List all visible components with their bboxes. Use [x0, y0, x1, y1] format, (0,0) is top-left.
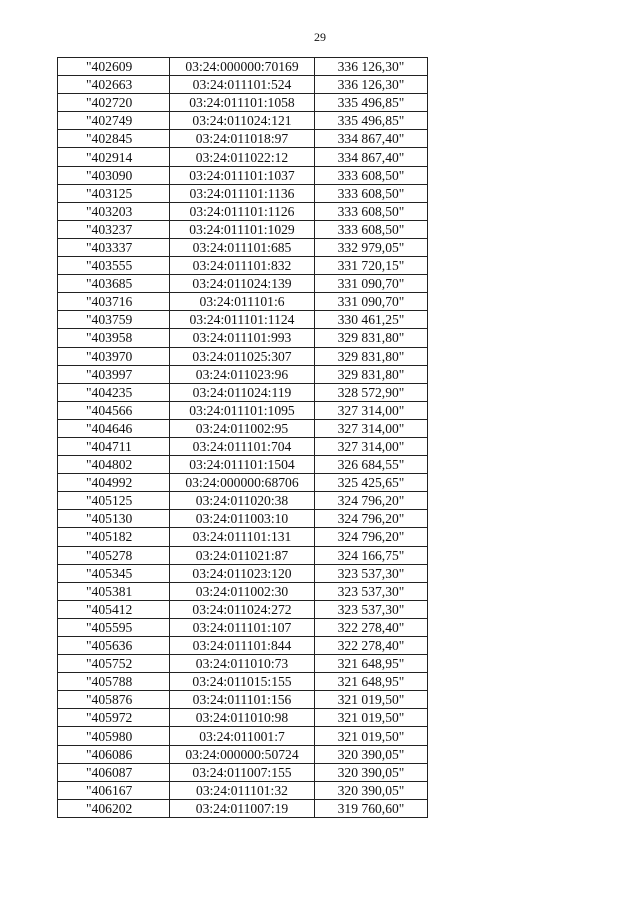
- price-cell: 321 019,50": [315, 727, 428, 745]
- object-code-cell: "402663: [58, 76, 170, 94]
- cadastral-number-cell: 03:24:011024:119: [170, 383, 315, 401]
- table-row: [58, 365, 428, 383]
- object-code-cell: "406202: [58, 799, 170, 817]
- table-row: [58, 492, 428, 510]
- table-row: [58, 437, 428, 455]
- cadastral-number-cell: 03:24:011101:1058: [170, 94, 315, 112]
- cadastral-number-cell: 03:24:011020:38: [170, 492, 315, 510]
- cadastral-number-cell: 03:24:011007:19: [170, 799, 315, 817]
- cadastral-number-cell: 03:24:011101:832: [170, 257, 315, 275]
- table-row: [58, 655, 428, 673]
- price-cell: 323 537,30": [315, 600, 428, 618]
- table-row: [58, 112, 428, 130]
- table-row: [58, 148, 428, 166]
- price-cell: 333 608,50": [315, 220, 428, 238]
- price-cell: 336 126,30": [315, 76, 428, 94]
- object-code-cell: "405980: [58, 727, 170, 745]
- price-cell: 324 796,20": [315, 492, 428, 510]
- cadastral-number-cell: 03:24:011101:1126: [170, 202, 315, 220]
- object-code-cell: "405876: [58, 691, 170, 709]
- cadastral-number-cell: 03:24:011007:155: [170, 763, 315, 781]
- cadastral-number-cell: 03:24:011101:131: [170, 528, 315, 546]
- object-code-cell: "402914: [58, 148, 170, 166]
- price-cell: 334 867,40": [315, 148, 428, 166]
- object-code-cell: "405130: [58, 510, 170, 528]
- object-code-cell: "405788: [58, 673, 170, 691]
- object-code-cell: "406167: [58, 781, 170, 799]
- cadastral-number-cell: 03:24:011101:704: [170, 437, 315, 455]
- table-row: [58, 510, 428, 528]
- cadastral-number-cell: 03:24:000000:70169: [170, 58, 315, 76]
- cadastral-number-cell: 03:24:011023:120: [170, 564, 315, 582]
- price-cell: 327 314,00": [315, 419, 428, 437]
- table-row: [58, 474, 428, 492]
- page-number: 29: [314, 30, 326, 44]
- table-row: [58, 311, 428, 329]
- object-code-cell: "405182: [58, 528, 170, 546]
- price-cell: 328 572,90": [315, 383, 428, 401]
- object-code-cell: "405412: [58, 600, 170, 618]
- price-cell: 331 090,70": [315, 275, 428, 293]
- table-row: [58, 94, 428, 112]
- price-table-container: [57, 57, 427, 818]
- table-row: [58, 130, 428, 148]
- cadastral-number-cell: 03:24:011101:685: [170, 238, 315, 256]
- price-cell: 333 608,50": [315, 166, 428, 184]
- cadastral-number-cell: 03:24:011101:1124: [170, 311, 315, 329]
- table-row: [58, 763, 428, 781]
- object-code-cell: "404235: [58, 383, 170, 401]
- price-cell: 335 496,85": [315, 112, 428, 130]
- object-code-cell: "403970: [58, 347, 170, 365]
- object-code-cell: "403237: [58, 220, 170, 238]
- object-code-cell: "402845: [58, 130, 170, 148]
- price-cell: 321 648,95": [315, 673, 428, 691]
- price-table-body: [58, 58, 428, 818]
- price-cell: 329 831,80": [315, 347, 428, 365]
- object-code-cell: "405381: [58, 582, 170, 600]
- object-code-cell: "402749: [58, 112, 170, 130]
- price-cell: 332 979,05": [315, 238, 428, 256]
- table-row: [58, 329, 428, 347]
- price-cell: 322 278,40": [315, 618, 428, 636]
- price-cell: 336 126,30": [315, 58, 428, 76]
- object-code-cell: "403716: [58, 293, 170, 311]
- price-cell: 330 461,25": [315, 311, 428, 329]
- cadastral-number-cell: 03:24:011018:97: [170, 130, 315, 148]
- price-cell: 327 314,00": [315, 437, 428, 455]
- price-cell: 325 425,65": [315, 474, 428, 492]
- object-code-cell: "403997: [58, 365, 170, 383]
- cadastral-number-cell: 03:24:011002:95: [170, 419, 315, 437]
- table-row: [58, 564, 428, 582]
- table-row: [58, 727, 428, 745]
- cadastral-number-cell: 03:24:011024:272: [170, 600, 315, 618]
- price-cell: 324 166,75": [315, 546, 428, 564]
- price-cell: 329 831,80": [315, 329, 428, 347]
- cadastral-number-cell: 03:24:011101:107: [170, 618, 315, 636]
- price-cell: 327 314,00": [315, 401, 428, 419]
- price-cell: 329 831,80": [315, 365, 428, 383]
- cadastral-number-cell: 03:24:011021:87: [170, 546, 315, 564]
- cadastral-number-cell: 03:24:011010:98: [170, 709, 315, 727]
- object-code-cell: "403125: [58, 184, 170, 202]
- table-row: [58, 76, 428, 94]
- cadastral-number-cell: 03:24:011002:30: [170, 582, 315, 600]
- object-code-cell: "403203: [58, 202, 170, 220]
- price-cell: 320 390,05": [315, 781, 428, 799]
- table-row: [58, 546, 428, 564]
- cadastral-number-cell: 03:24:011003:10: [170, 510, 315, 528]
- table-row: [58, 600, 428, 618]
- cadastral-number-cell: 03:24:011101:1095: [170, 401, 315, 419]
- price-cell: 321 648,95": [315, 655, 428, 673]
- cadastral-number-cell: 03:24:011025:307: [170, 347, 315, 365]
- cadastral-number-cell: 03:24:011024:121: [170, 112, 315, 130]
- price-cell: 324 796,20": [315, 528, 428, 546]
- price-cell: 321 019,50": [315, 709, 428, 727]
- object-code-cell: "404566: [58, 401, 170, 419]
- table-row: [58, 166, 428, 184]
- cadastral-number-cell: 03:24:011101:1136: [170, 184, 315, 202]
- table-row: [58, 781, 428, 799]
- table-row: [58, 401, 428, 419]
- cadastral-number-cell: 03:24:011101:1504: [170, 456, 315, 474]
- table-row: [58, 383, 428, 401]
- table-row: [58, 347, 428, 365]
- table-row: [58, 293, 428, 311]
- cadastral-number-cell: 03:24:011101:993: [170, 329, 315, 347]
- cadastral-number-cell: 03:24:000000:50724: [170, 745, 315, 763]
- table-row: [58, 58, 428, 76]
- table-row: [58, 618, 428, 636]
- price-cell: 321 019,50": [315, 691, 428, 709]
- object-code-cell: "403685: [58, 275, 170, 293]
- object-code-cell: "402720: [58, 94, 170, 112]
- cadastral-number-cell: 03:24:011101:32: [170, 781, 315, 799]
- table-row: [58, 419, 428, 437]
- object-code-cell: "406086: [58, 745, 170, 763]
- cadastral-number-cell: 03:24:011023:96: [170, 365, 315, 383]
- cadastral-number-cell: 03:24:011101:156: [170, 691, 315, 709]
- cadastral-number-cell: 03:24:011022:12: [170, 148, 315, 166]
- table-row: [58, 637, 428, 655]
- price-cell: 331 720,15": [315, 257, 428, 275]
- price-table: [57, 57, 428, 818]
- cadastral-number-cell: 03:24:000000:68706: [170, 474, 315, 492]
- table-row: [58, 582, 428, 600]
- price-cell: 322 278,40": [315, 637, 428, 655]
- object-code-cell: "405345: [58, 564, 170, 582]
- table-row: [58, 799, 428, 817]
- price-cell: 333 608,50": [315, 202, 428, 220]
- price-cell: 320 390,05": [315, 763, 428, 781]
- table-row: [58, 691, 428, 709]
- object-code-cell: "402609: [58, 58, 170, 76]
- table-row: [58, 709, 428, 727]
- cadastral-number-cell: 03:24:011010:73: [170, 655, 315, 673]
- cadastral-number-cell: 03:24:011015:155: [170, 673, 315, 691]
- cadastral-number-cell: 03:24:011101:844: [170, 637, 315, 655]
- object-code-cell: "405972: [58, 709, 170, 727]
- table-row: [58, 257, 428, 275]
- price-cell: 326 684,55": [315, 456, 428, 474]
- object-code-cell: "403090: [58, 166, 170, 184]
- price-cell: 323 537,30": [315, 582, 428, 600]
- cadastral-number-cell: 03:24:011024:139: [170, 275, 315, 293]
- price-cell: 323 537,30": [315, 564, 428, 582]
- object-code-cell: "404802: [58, 456, 170, 474]
- table-row: [58, 184, 428, 202]
- object-code-cell: "405595: [58, 618, 170, 636]
- object-code-cell: "403958: [58, 329, 170, 347]
- price-cell: 319 760,60": [315, 799, 428, 817]
- price-cell: 335 496,85": [315, 94, 428, 112]
- table-row: [58, 528, 428, 546]
- price-cell: 324 796,20": [315, 510, 428, 528]
- price-cell: 333 608,50": [315, 184, 428, 202]
- cadastral-number-cell: 03:24:011101:6: [170, 293, 315, 311]
- object-code-cell: "405125: [58, 492, 170, 510]
- table-row: [58, 275, 428, 293]
- table-row: [58, 238, 428, 256]
- object-code-cell: "403337: [58, 238, 170, 256]
- object-code-cell: "404992: [58, 474, 170, 492]
- object-code-cell: "404711: [58, 437, 170, 455]
- price-cell: 334 867,40": [315, 130, 428, 148]
- cadastral-number-cell: 03:24:011001:7: [170, 727, 315, 745]
- table-row: [58, 220, 428, 238]
- table-row: [58, 673, 428, 691]
- cadastral-number-cell: 03:24:011101:524: [170, 76, 315, 94]
- object-code-cell: "403555: [58, 257, 170, 275]
- table-row: [58, 456, 428, 474]
- price-cell: 331 090,70": [315, 293, 428, 311]
- cadastral-number-cell: 03:24:011101:1037: [170, 166, 315, 184]
- object-code-cell: "405278: [58, 546, 170, 564]
- object-code-cell: "405636: [58, 637, 170, 655]
- table-row: [58, 202, 428, 220]
- object-code-cell: "405752: [58, 655, 170, 673]
- object-code-cell: "403759: [58, 311, 170, 329]
- table-row: [58, 745, 428, 763]
- object-code-cell: "406087: [58, 763, 170, 781]
- object-code-cell: "404646: [58, 419, 170, 437]
- cadastral-number-cell: 03:24:011101:1029: [170, 220, 315, 238]
- price-cell: 320 390,05": [315, 745, 428, 763]
